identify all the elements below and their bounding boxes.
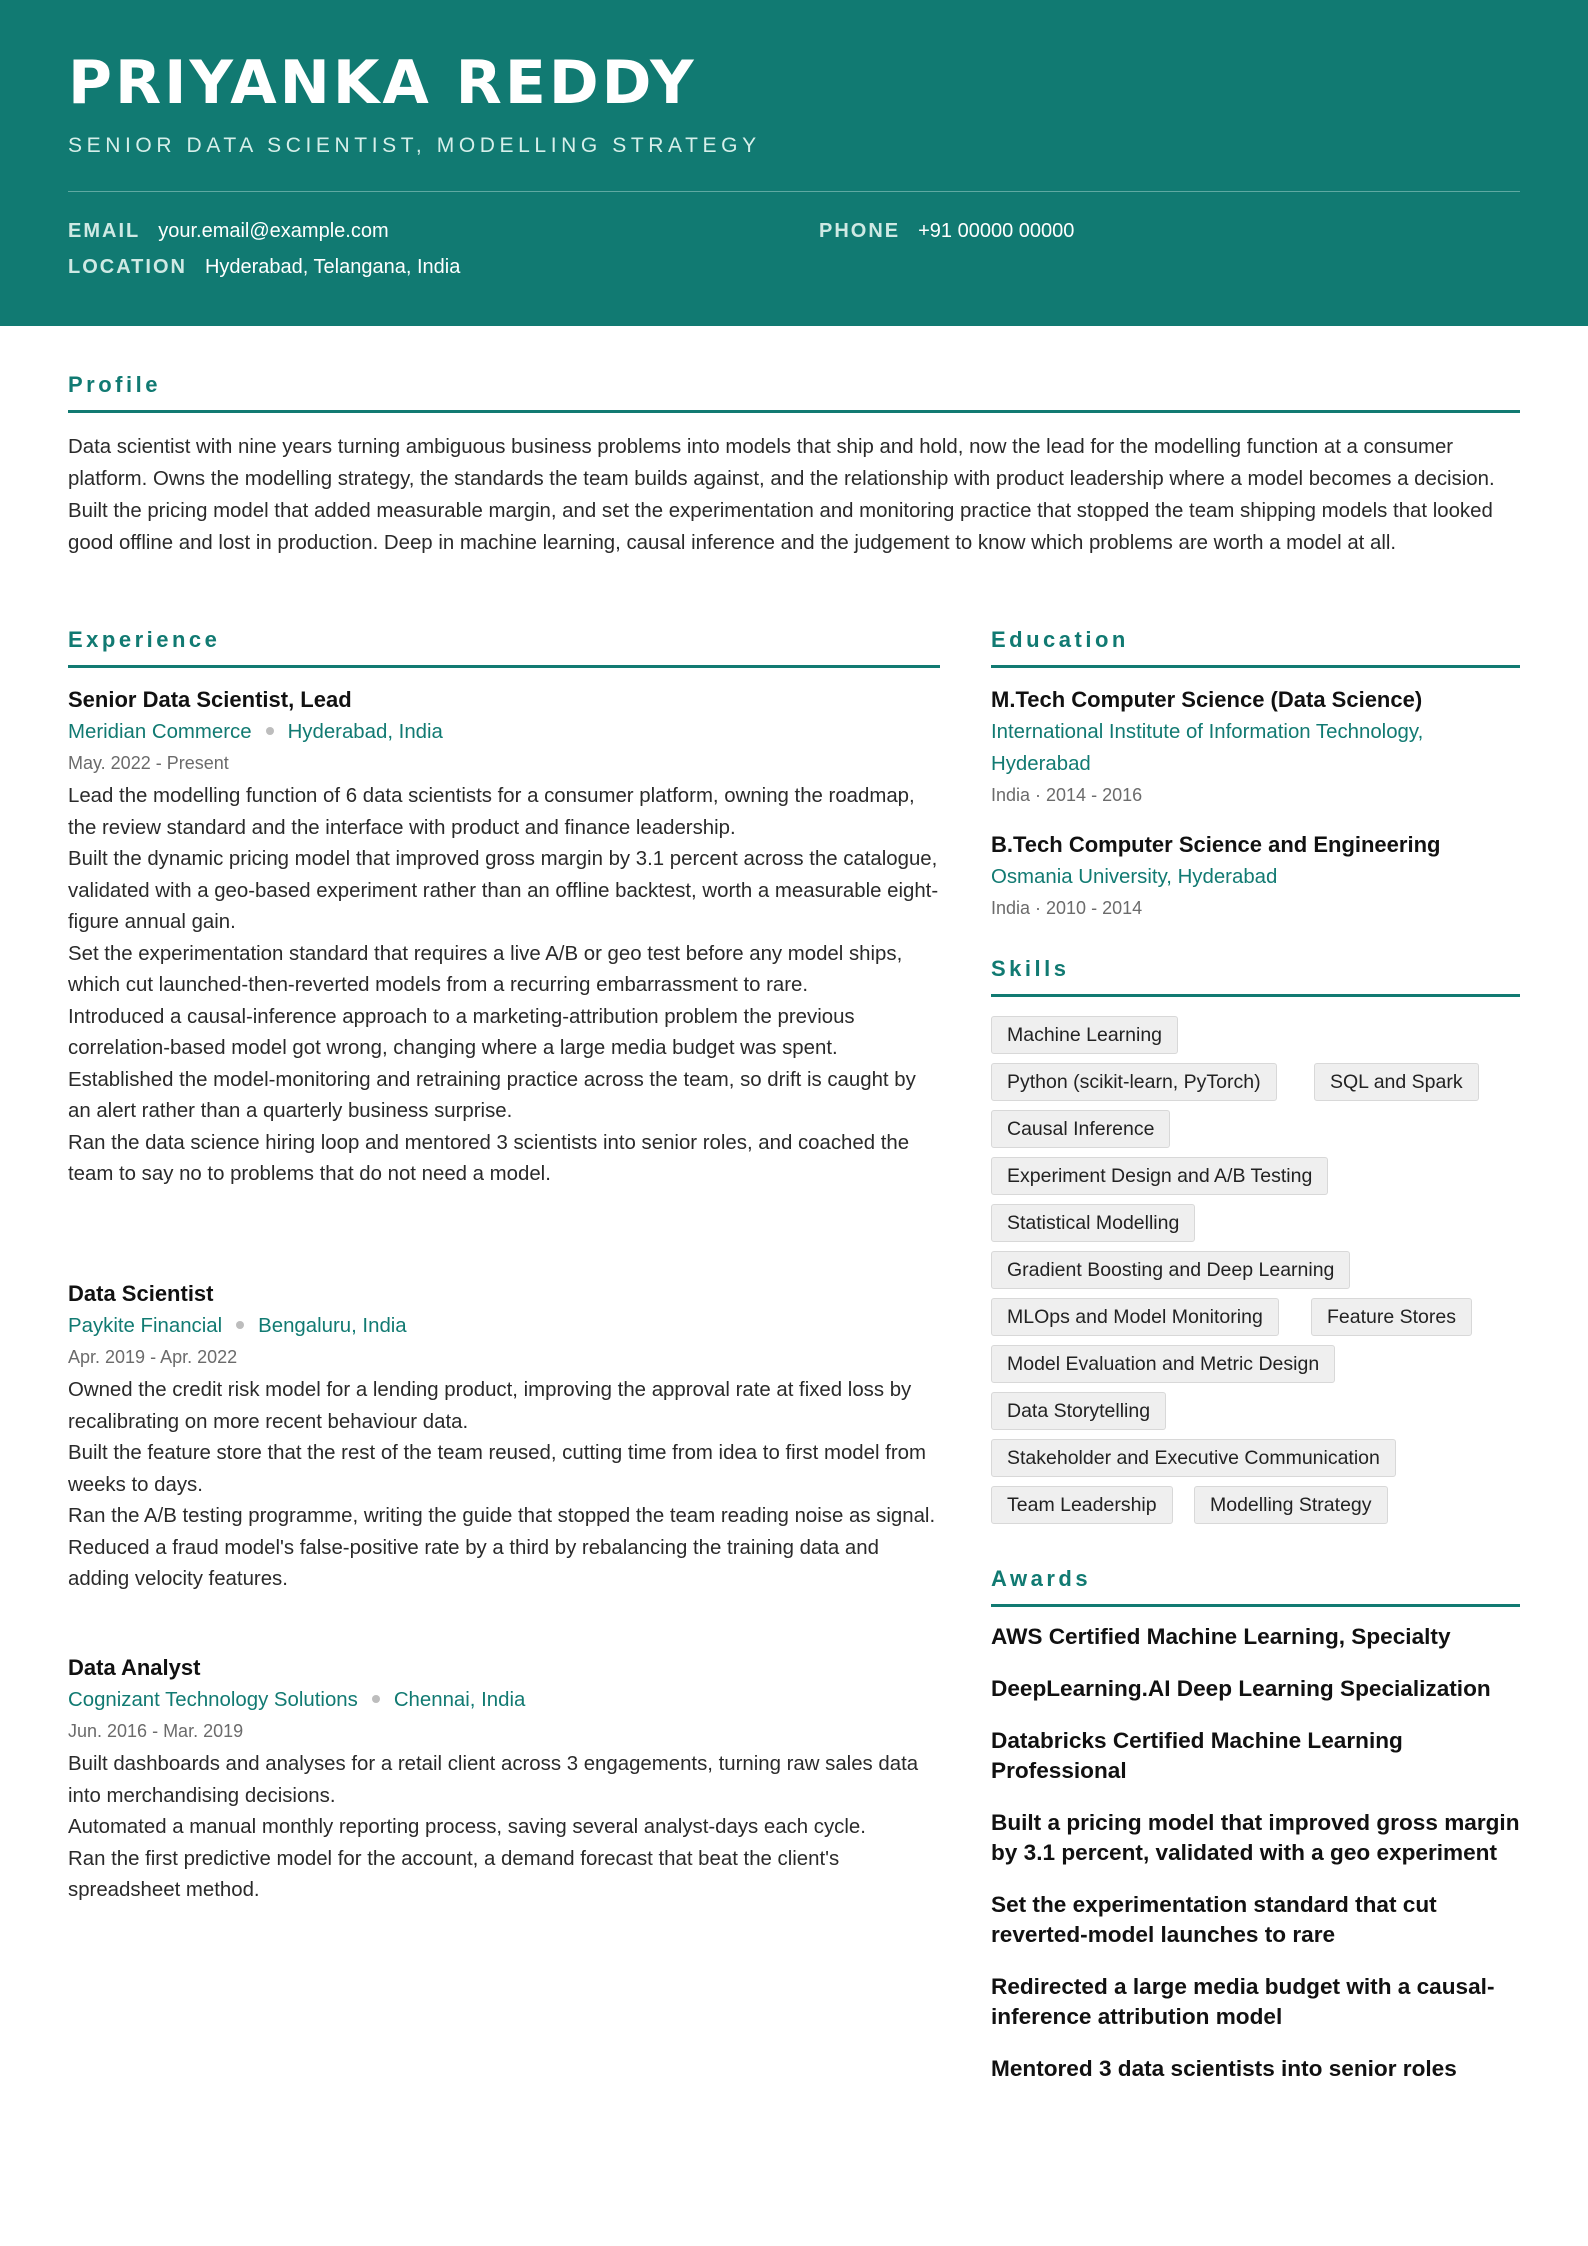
job-meta [68,716,940,748]
award-item: AWS Certified Machine Learning, Specialty [991,1624,1451,1649]
education-entry [991,684,1520,810]
education-entry [991,829,1520,923]
skill-chip: Causal Inference [991,1110,1170,1148]
skill-chip: Statistical Modelling [991,1204,1195,1242]
skill-chip: Experiment Design and A/B Testing [991,1157,1328,1195]
skill-chip: Python (scikit-learn, PyTorch) [991,1063,1277,1101]
skill-chip: SQL and Spark [1314,1063,1479,1101]
job-bullets [68,1375,940,1596]
email-label: EMAIL [68,220,141,242]
contact-phone [819,218,1074,244]
job-bullet: Built dashboards and analyses for a retail client across 3 engagements, turning raw sales data into merchandising decisions. [68,1753,919,1807]
award-item: Built a pricing model that improved gross margin by 3.1 percent, validated with a geo experiment [991,1810,1520,1865]
job-bullet: Established the model-monitoring and retraining practice across the team, so drift is caught by an alert rather than a quarterly business surprise. [68,1068,916,1122]
job-entry [68,1278,940,1596]
job-bullet: Ran the A/B testing programme, writing the guide that stopped the team reading noise as signal. [68,1505,936,1527]
separator-dot [266,727,274,735]
job-title: Senior Data Scientist, Lead [68,687,352,712]
job-bullet: Built the feature store that the rest of the team reused, cutting time from idea to first model from weeks to days. [68,1442,926,1496]
awards-rule [991,1604,1520,1607]
header-divider [68,191,1520,192]
job-bullet: Introduced a causal-inference approach to a marketing-attribution problem the previous correlation-based model got wrong, changing where a large media budget was spent. [68,1005,855,1059]
education-school: Osmania University, Hyderabad [991,866,1278,888]
job-bullet: Ran the first predictive model for the account, a demand forecast that beat the client's spreadsheet method. [68,1847,840,1901]
profile-rule [68,410,1520,413]
contact-location [68,254,460,280]
skills-heading: Skills [991,956,1070,981]
separator-dot [236,1321,244,1329]
award-item: Databricks Certified Machine Learning Professional [991,1728,1403,1783]
job-bullet: Set the experimentation standard that requires a live A/B or geo test before any model ships, which cut launched-then-reverted models from a recurring embarrassment to rare. [68,942,903,996]
resume-header [0,0,1588,326]
job-company: Meridian Commerce [68,721,252,743]
profile-heading: Profile [68,372,161,397]
job-dates: May. 2022 - Present [68,753,229,773]
job-dates: Apr. 2019 - Apr. 2022 [68,1347,238,1367]
job-bullet: Owned the credit risk model for a lending product, improving the approval rate at fixed loss by recalibrating on more recent behaviour data. [68,1379,912,1433]
email-value[interactable]: your.email@example.com [158,220,389,242]
skill-chip: Modelling Strategy [1194,1486,1388,1524]
education-meta: India · 2014 - 2016 [991,785,1143,805]
profile-summary: Data scientist with nine years turning ambiguous business problems into models that ship and hold, now the lead for the modelling function at a consumer platform. Owns the modelling strategy, the standards the team builds against, and the relationship with product leadership where a model becomes a decision. Built the pricing model that added measurable margin, and set the experimentation and monitoring practice that stopped the team shipping models that looked good offline and lost in production. Deep in machine learning, causal inference and the judgement to know which problems are worth a model at all. [68,436,1495,554]
education-heading: Education [991,627,1129,652]
separator-dot [372,1695,380,1703]
phone-value[interactable]: +91 00000 00000 [918,220,1075,242]
education-school: International Institute of Information Technology, Hyderabad [991,721,1424,775]
skill-chip: Machine Learning [991,1016,1178,1054]
job-title: Data Scientist [68,1281,214,1306]
job-bullet: Automated a manual monthly reporting process, saving several analyst-days each cycle. [68,1816,866,1838]
skill-chip: Gradient Boosting and Deep Learning [991,1251,1350,1289]
contact-email [68,218,389,244]
phone-label: PHONE [819,220,901,242]
awards-heading: Awards [991,1566,1092,1591]
location-value: Hyderabad, Telangana, India [204,256,461,278]
education-meta: India · 2010 - 2014 [991,898,1143,918]
job-meta [68,1684,940,1716]
skill-chip: Feature Stores [1311,1298,1472,1336]
job-dates: Jun. 2016 - Mar. 2019 [68,1721,244,1741]
job-location: Bengaluru, India [258,1315,407,1337]
job-bullet: Ran the data science hiring loop and mentored 3 scientists into senior roles, and coached the team to say no to problems that do not need a model. [68,1131,910,1185]
skill-chip: Team Leadership [991,1486,1173,1524]
job-bullet: Lead the modelling function of 6 data scientists for a consumer platform, owning the roadmap, the review standard and the interface with product and finance leadership. [68,785,915,839]
experience-heading: Experience [68,627,221,652]
job-entry [68,684,940,1191]
candidate-title: SENIOR DATA SCIENTIST, MODELLING STRATEGY [68,134,761,157]
job-location: Chennai, India [393,1689,526,1711]
skill-chip: MLOps and Model Monitoring [991,1298,1279,1336]
skill-chip: Stakeholder and Executive Communication [991,1439,1396,1477]
job-meta [68,1310,940,1342]
job-company: Cognizant Technology Solutions [68,1689,358,1711]
award-item: DeepLearning.AI Deep Learning Specialization [991,1676,1491,1701]
job-location: Hyderabad, India [287,721,443,743]
job-bullet: Built the dynamic pricing model that improved gross margin by 3.1 percent across the catalogue, validated with a geo-based experiment rather than an offline backtest, worth a measurable eight-figure annual gain. [68,848,939,933]
job-bullets [68,1749,940,1907]
award-item: Mentored 3 data scientists into senior roles [991,2056,1457,2081]
award-item: Redirected a large media budget with a causal-inference attribution model [991,1974,1495,2029]
job-bullets [68,781,940,1191]
job-entry [68,1652,940,1907]
job-title: Data Analyst [68,1655,201,1680]
skills-rule [991,994,1520,997]
award-item: Set the experimentation standard that cut reverted-model launches to rare [991,1892,1437,1947]
job-bullet: Reduced a fraud model's false-positive rate by a third by rebalancing the training data and adding velocity features. [68,1536,879,1590]
skill-chip: Model Evaluation and Metric Design [991,1345,1335,1383]
education-degree: B.Tech Computer Science and Engineering [991,832,1441,857]
location-label: LOCATION [68,256,187,278]
candidate-name: PRIYANKA REDDY [68,48,697,118]
job-company: Paykite Financial [68,1315,223,1337]
education-degree: M.Tech Computer Science (Data Science) [991,687,1423,712]
awards-list [991,1622,1520,2106]
skill-chip: Data Storytelling [991,1392,1166,1430]
experience-rule [68,665,940,668]
education-rule [991,665,1520,668]
